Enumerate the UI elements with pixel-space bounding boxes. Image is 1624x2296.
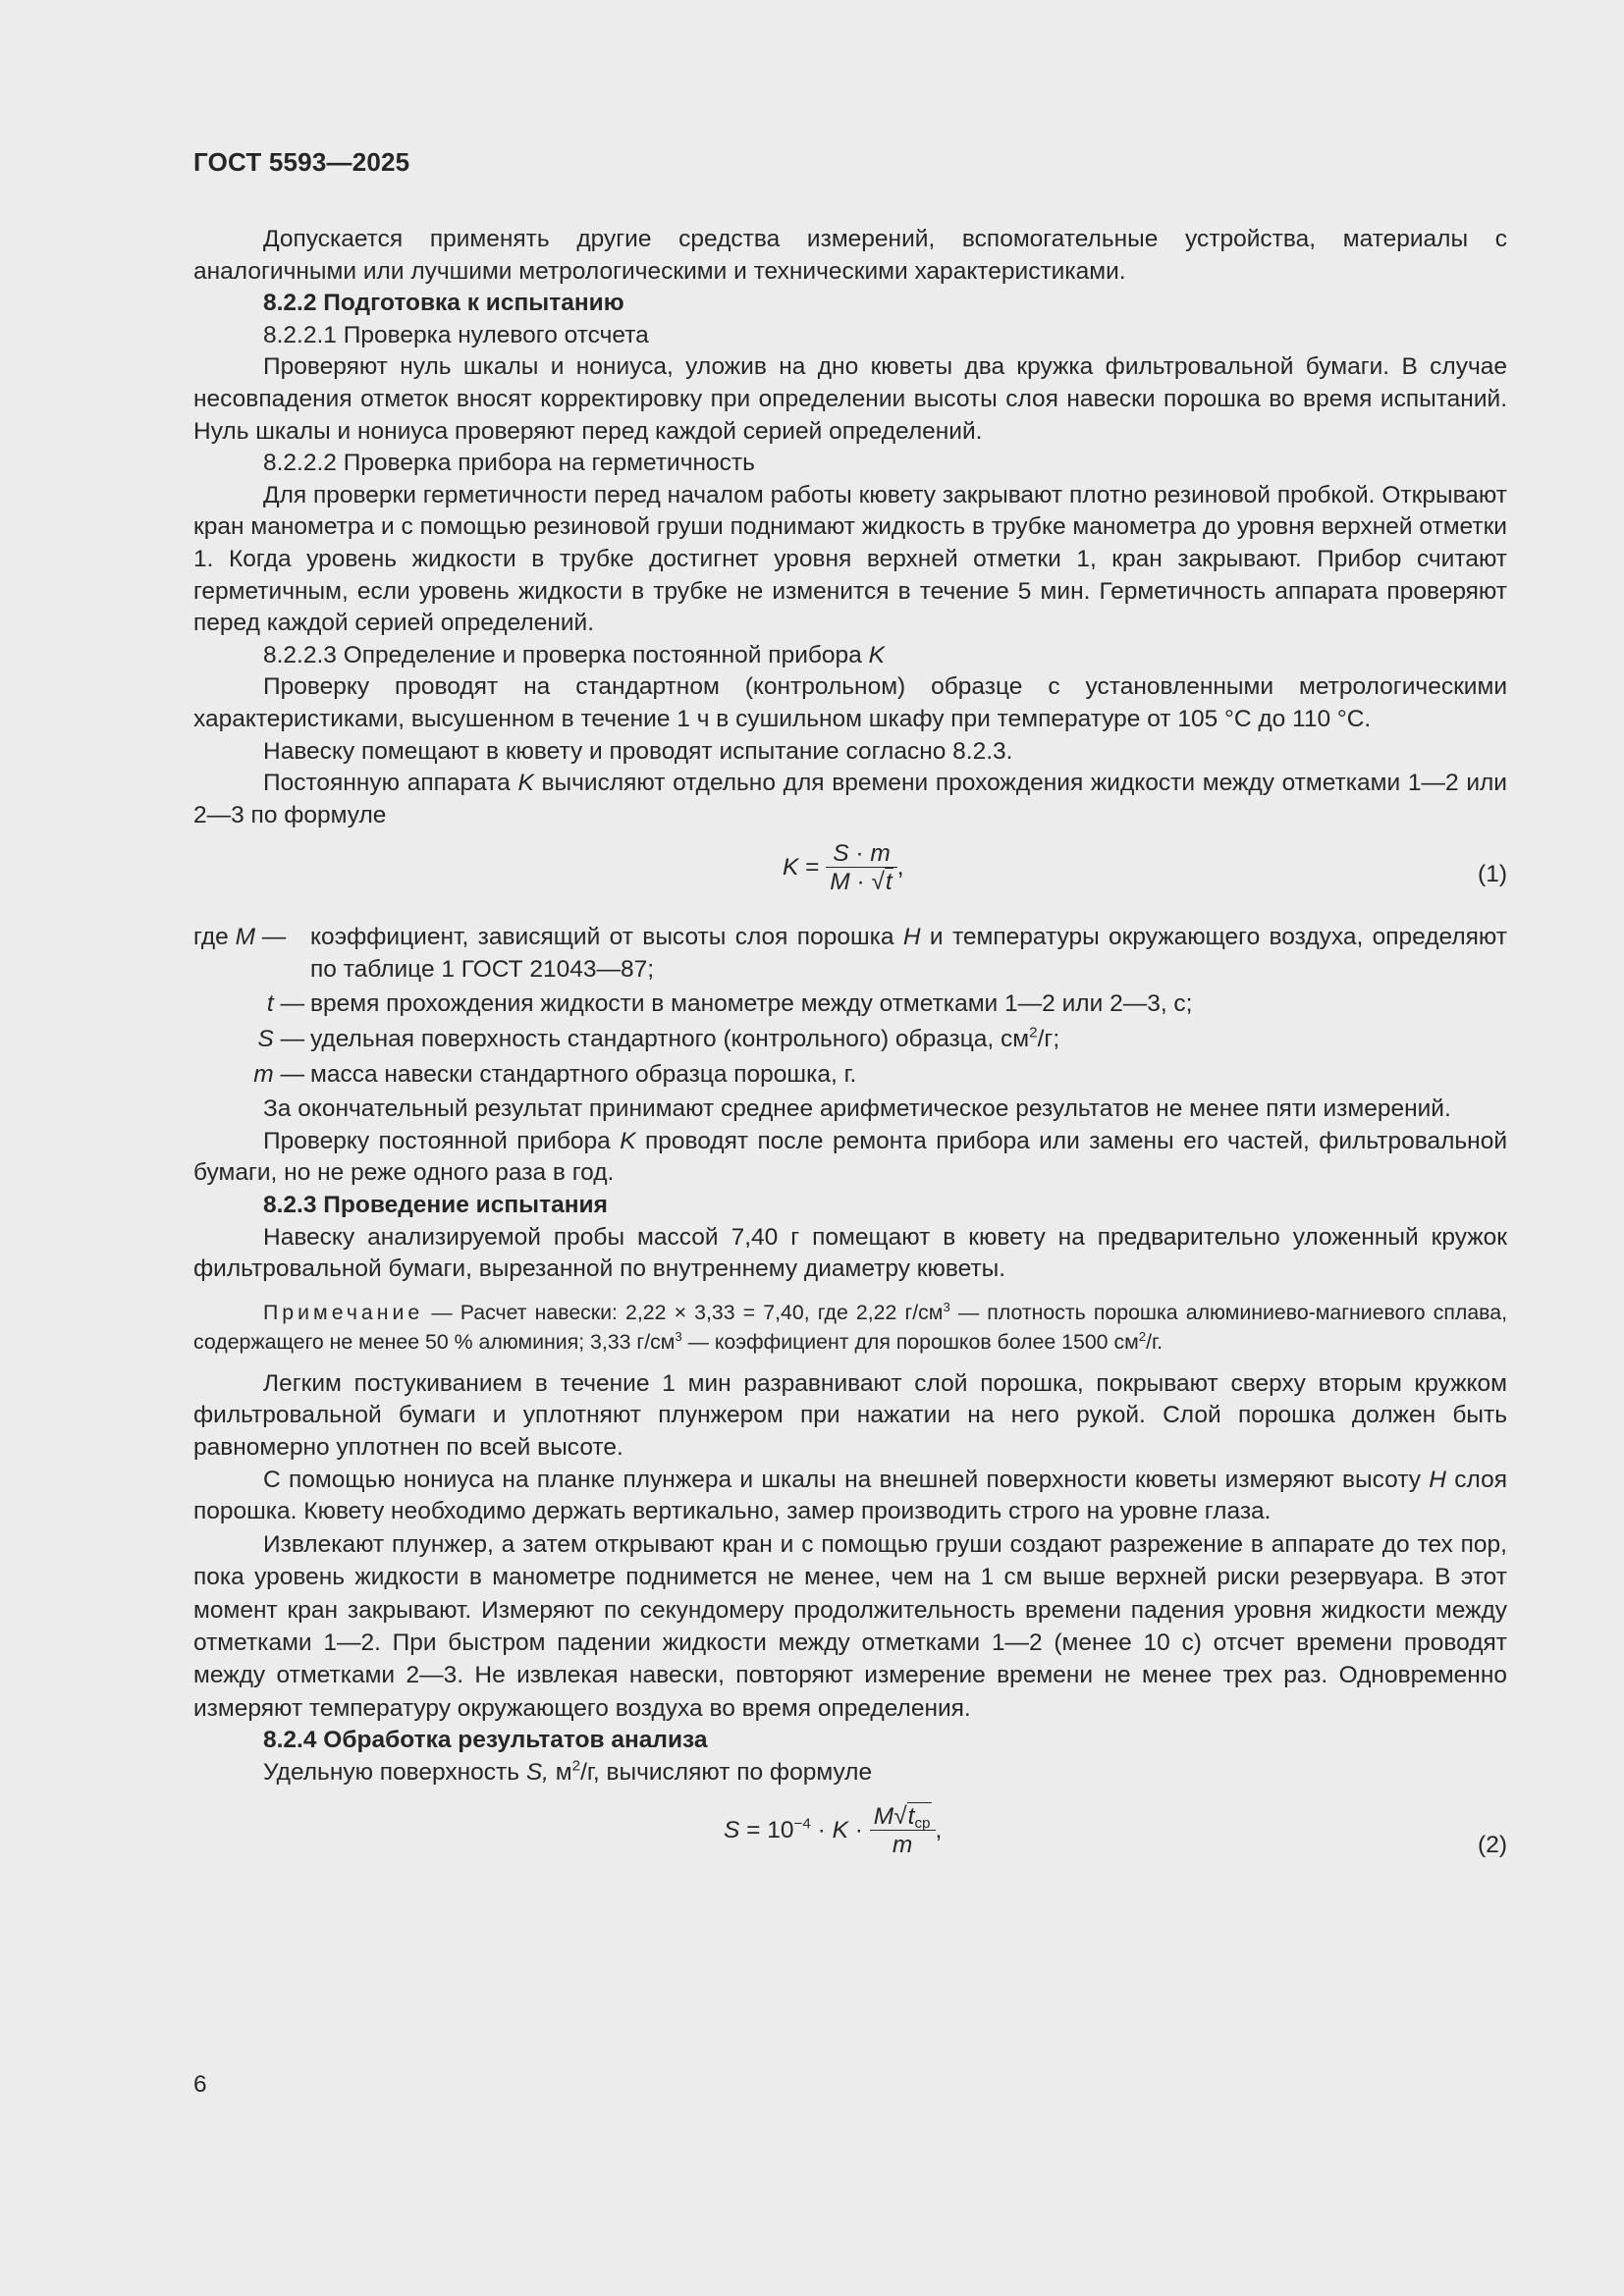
subsection-heading-8-2-2-2: 8.2.2.2 Проверка прибора на герметичность xyxy=(263,450,755,477)
formula-1-fraction: $\frac{S \cdot m}{M \cdot √t}$ xyxy=(826,841,896,895)
page-content xyxy=(193,224,1507,1895)
paragraph-tightness-check: Для проверки герметичности перед началом работы кювету закрывают плотно резиновой пробкой. Открывают кран манометра и с помощью резиновой груши поднимают жидкость в трубке манометра до уровня верхней отметки 1. Когда уровень жидкости в трубке достигнет уровня верхней отметки 1, кран закрывают. Прибор считают герметичным, если уровень жидкости в трубке не изменится в течение 5 мин. Герметичность аппарата проверяют перед каждой серией определений. xyxy=(193,481,1507,637)
paragraph-height-measure: С помощью нониуса на планке плунжера и шкалы на внешней поверхности кюветы измеряют высоту H слоя порошка. Кювету необходимо держать вертикально, замер производить строго на уровне глаза. xyxy=(193,1466,1507,1525)
note-label: Примечание xyxy=(263,1300,424,1324)
paragraph-test-procedure: Навеску анализируемой пробы массой 7,40 г помещают в кювету на предварительно уложенный кружок фильтровальной бумаги, вырезанной по внутреннему диаметру кюветы. xyxy=(193,1223,1507,1283)
paragraph-alternatives: Допускается применять другие средства измерений, вспомогательные устройства, материалы с аналогичными или лучшими метрологическими и техническими характеристиками. xyxy=(193,226,1507,285)
paragraph-zero-check: Проверяют нуль шкалы и нониуса, уложив на дно кюветы два кружка фильтровальной бумаги. В случае несовпадения отметок вносят корректировку при определении высоты слоя навески порошка во время испытаний. Нуль шкалы и нониуса проверяют перед каждой серией определений. xyxy=(193,353,1507,445)
legend-row: S — удельная поверхность стандартного (контрольного) образца, $см^2/г$; xyxy=(257,1024,1060,1053)
note-block: Примечание — Расчет навески: 2,22 × 3,33 = 7,40, где 2,22 $г/см^3$ — плотность порошка алюминиево-магниевого сплава, содержащего не менее 50 % алюминия; 3,33 $г/см^3$ — коэффициент для порошков более 1500 $см^2/г$. xyxy=(193,1299,1508,1354)
formula-1-expression: K = $\frac{S \cdot m}{M \cdot √t}$ , xyxy=(783,840,904,896)
paragraph-constant-calc: Постоянную аппарата K вычисляют отдельно для времени прохождения жидкости между отметками 1—2 или 2—3 по формуле xyxy=(193,770,1507,828)
section-heading-8-2-2: 8.2.2 Подготовка к испытанию xyxy=(263,290,624,317)
section-heading-8-2-3: 8.2.3 Проведение испытания xyxy=(263,1192,608,1219)
paragraph-final-result: За окончательный результат принимают среднее арифметическое результатов не менее пяти измерений. xyxy=(263,1095,1451,1123)
paragraph-surface-formula-intro: Удельную поверхность S, $м^2/г$, вычисляют по формуле xyxy=(263,1757,873,1786)
paragraph-constant-recheck: Проверку постоянной прибора K проводят после ремонта прибора или замены его частей, фильтровальной бумаги, но не реже одного раза в год. xyxy=(193,1127,1507,1187)
section-heading-8-2-4: 8.2.4 Обработка результатов анализа xyxy=(263,1727,708,1754)
formula-2-number: (2) xyxy=(1478,1832,1507,1859)
paragraph-sample-placement: Навеску помещают в кювету и проводят испытание согласно 8.2.3. xyxy=(263,737,1013,765)
formula-2-fraction: $\frac{M√t_{ср}}{m}$ xyxy=(870,1804,936,1858)
page-number: 6 xyxy=(193,2071,207,2098)
legend-row: m — масса навески стандартного образца порошка, г. xyxy=(253,1060,857,1088)
subsection-heading-8-2-2-1: 8.2.2.1 Проверка нулевого отсчета xyxy=(263,321,649,348)
paragraph-standard-sample: Проверку проводят на стандартном (контрольном) образце с установленными метрологическими характеристиками, высушенном в течение 1 ч в сушильном шкафу при температуре от 105 °С до 110 °С. xyxy=(193,673,1507,732)
subsection-heading-8-2-2-3: 8.2.2.3 Определение и проверка постоянной прибора K xyxy=(263,641,885,668)
formula-1-number: (1) xyxy=(1478,861,1507,888)
formula-2 xyxy=(193,1796,1507,1895)
document-code-header: ГОСТ 5593—2025 xyxy=(193,147,410,177)
legend-row: где M — коэффициент, зависящий от высоты слоя порошка H и температуры окружающего воздуха, определяют по таблице 1 ГОСТ 21043—87; xyxy=(193,924,1507,983)
variables-legend xyxy=(193,922,1507,1094)
formula-2-expression: $S = 10^{-4} \cdot K$ · $\frac{M√t_{ср}}{m}$ , xyxy=(724,1803,943,1859)
legend-row: t — время прохождения жидкости в манометре между отметками 1—2 или 2—3, с; xyxy=(266,990,1193,1018)
paragraph-leveling: Легким постукиванием в течение 1 мин разравнивают слой порошка, покрывают сверху вторым кружком фильтровальной бумаги и уплотняют плунжером при нажатии на него рукой. Слой порошка должен быть равномерно уплотнен по всей высоте. xyxy=(193,1369,1507,1461)
formula-1 xyxy=(193,835,1507,922)
paragraph-time-measure: Извлекают плунжер, а затем открывают кран и с помощью груши создают разрежение в аппарате до тех пор, пока уровень жидкости в манометре поднимется не менее, чем на 1 см выше верхней риски резервуара. В этот момент кран закрывают. Измеряют по секундомеру продолжительность времени падения уровня жидкости между отметками 1—2. При быстром падении жидкости между отметками 1—2 (менее 10 с) отсчет времени проводят между отметками 2—3. Не извлекая навески, повторяют измерение времени не менее трех раз. Одновременно измеряют температуру окружающего воздуха во время определения. xyxy=(193,1530,1507,1722)
